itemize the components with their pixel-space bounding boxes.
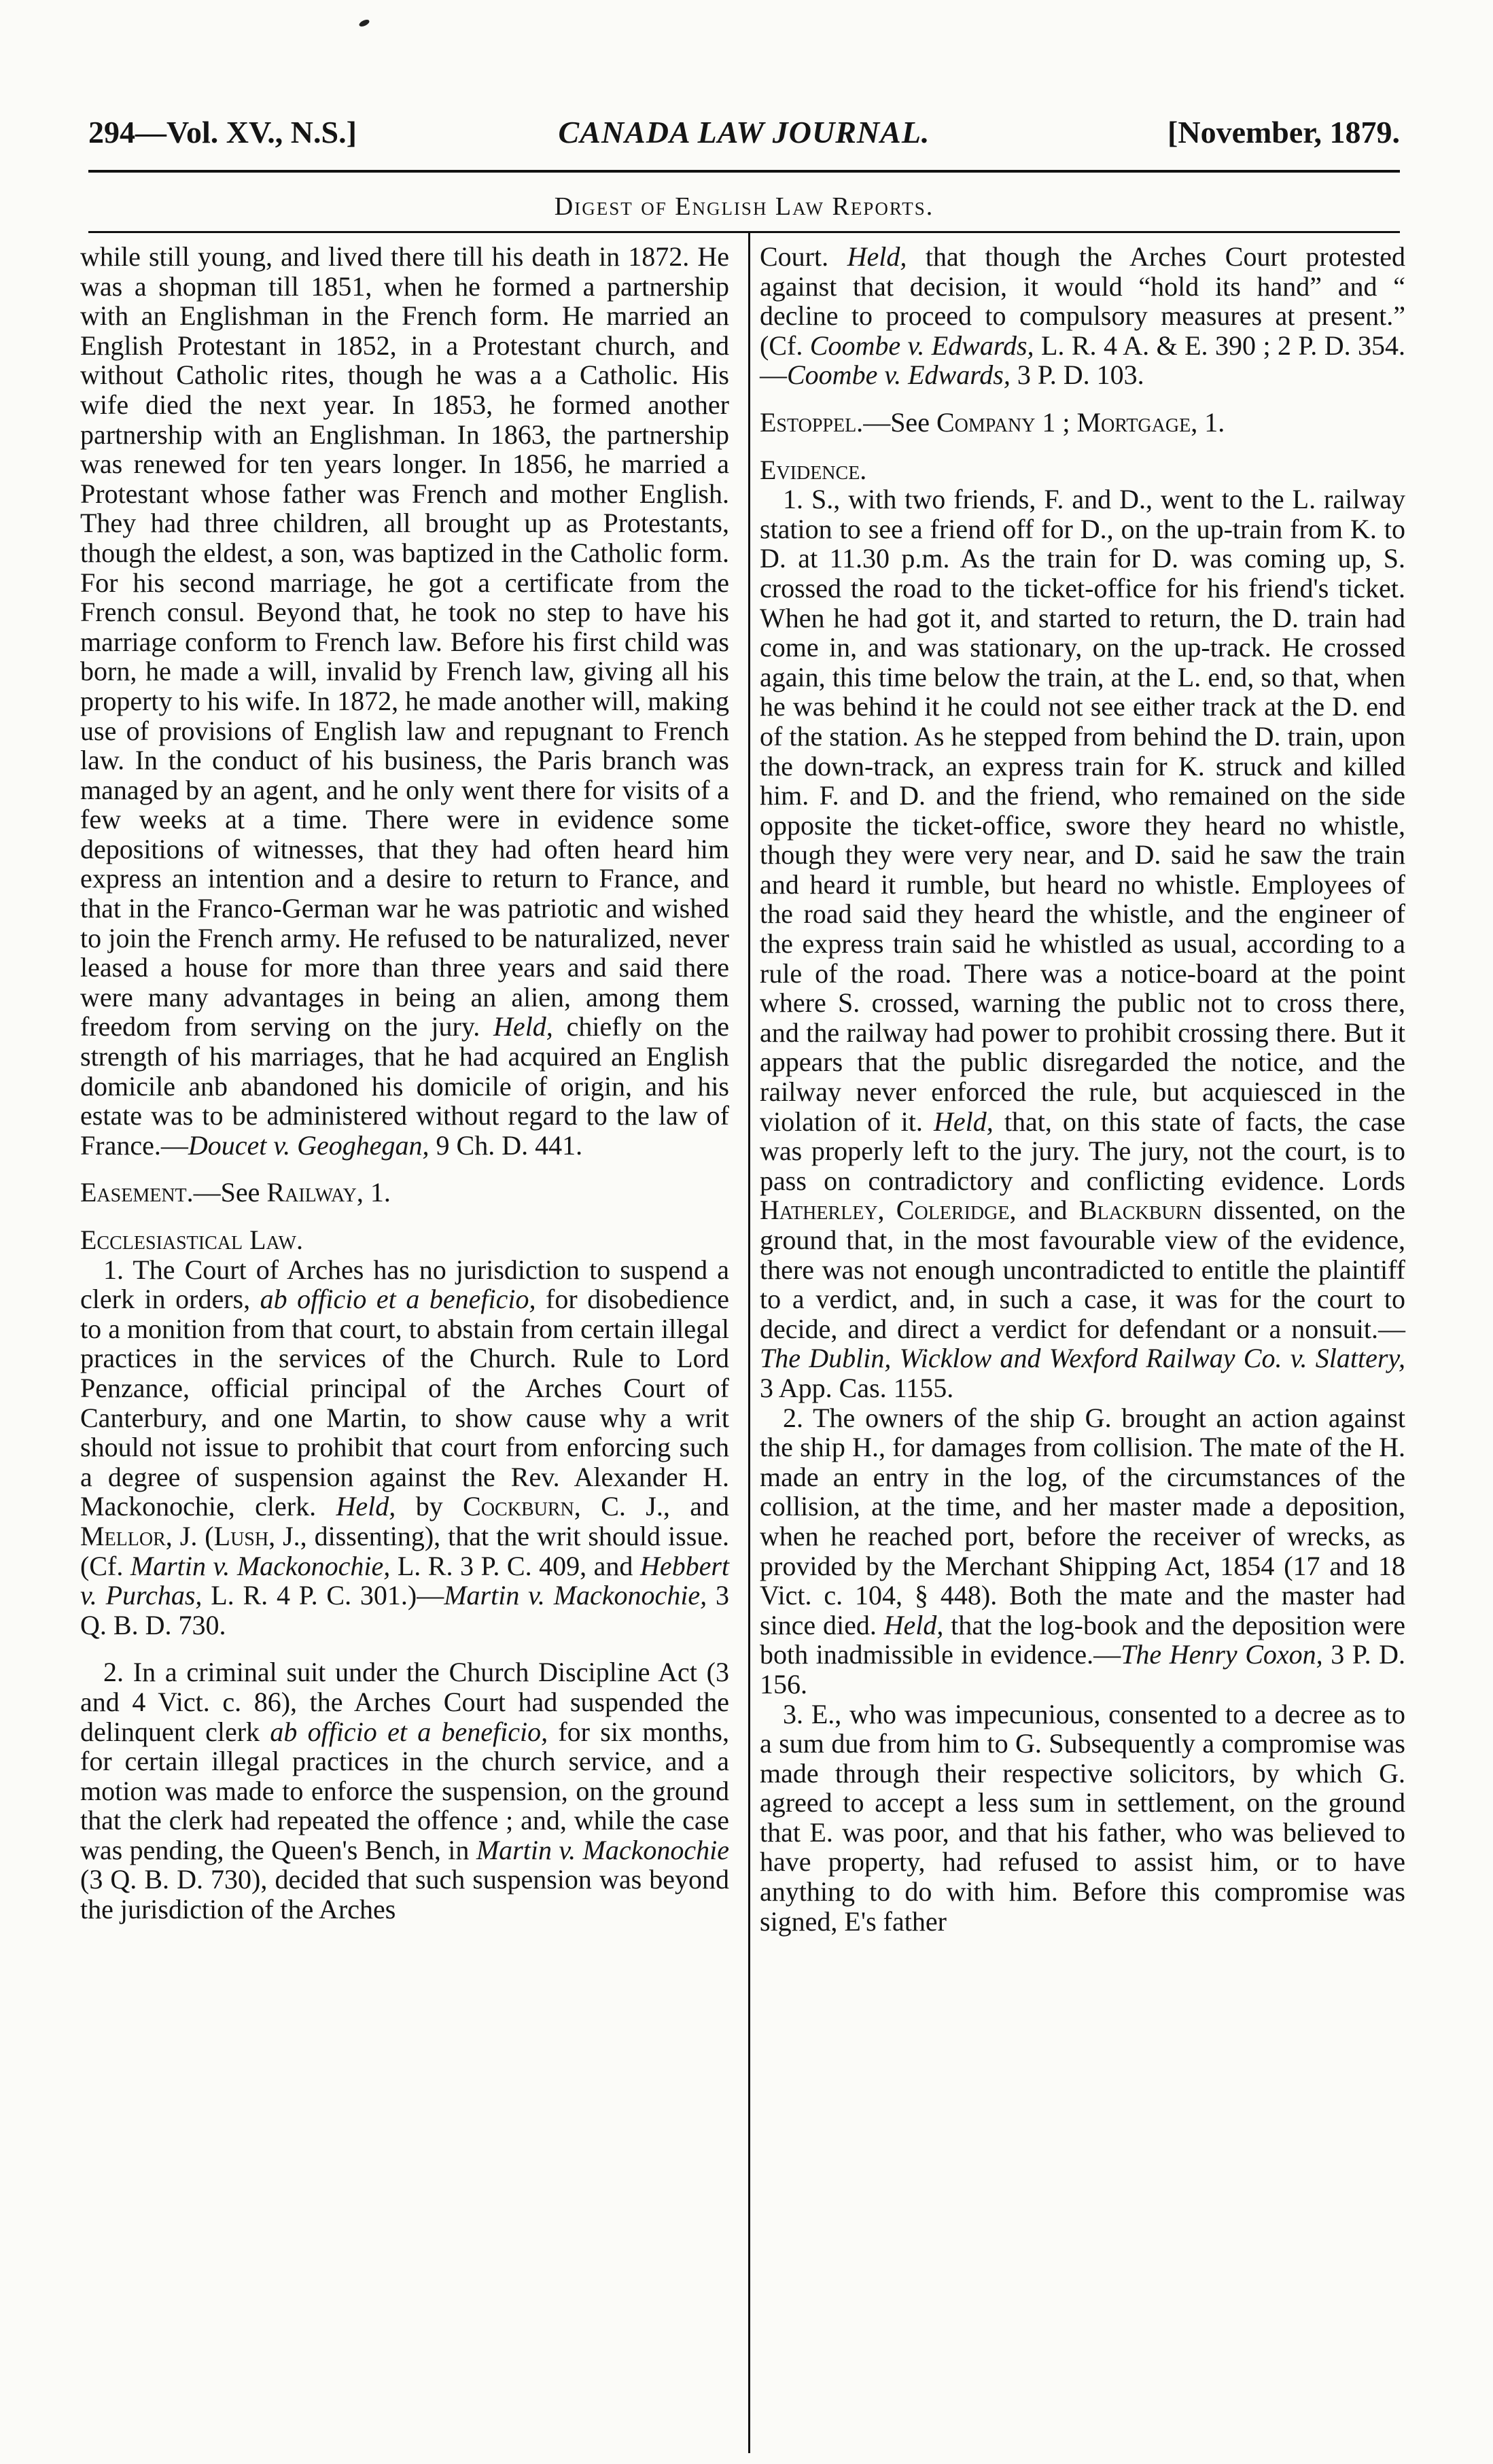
running-header: [88, 114, 1400, 169]
domicile-case-paragraph: while still young, and lived there till his death in 1872. He was a shopman till 1851, when he formed a partnership with an Englishman in the French form. He married an English Protestant in 1852, in a Protestant church, and without Catholic rites, though he was a a Catholic. His wife died the next year. In 1853, he formed another partnership with an Englishman. In 1863, the partnership was renewed for ten years longer. In 1856, he married a Protestant whose father was French and mother English. They had three children, all brought up as Protestants, though the eldest, a son, was baptized in the Catholic form. For his second marriage, he got a certificate from the French consul. Beyond that, he took no step to have his marriage conform to French law. Before his first child was born, he made a will, invalid by French law, giving all his property to his wife. In 1872, he made another will, making use of provisions of English law and repugnant to French law. In the conduct of his business, the Paris branch was managed by an agent, and he only went there for visits of a few weeks at a time. There were in evidence some depositions of witnesses, that they had often heard him express an intention and a desire to return to France, and that in the Franco-German war he was patriotic and wished to join the French army. He refused to be naturalized, never leased a house for more than three years and said there were many advantages in being an alien, among them freedom from serving on the jury. Held, chiefly on the strength of his marriages, that he had acquired an English domicile anb abandoned his domicile of origin, and his estate was to be administered without regard to the law of France.—Doucet v. Geoghegan, 9 Ch. D. 441.: [80, 241, 730, 1161]
estoppel-entry: Estoppel.—See Company 1 ; Mortgage, 1.: [760, 406, 1225, 438]
ecclesiastical-case-1: 1. The Court of Arches has no jurisdiction to suspend a clerk in orders, ab officio et a beneficio, for disobedience to a monition from that court, to abstain from certain illegal practices in the services of the Church. Rule to Lord Penzance, official principal of the Arches Court of Canterbury, and one Martin, to show cause why a writ should not issue to prohibit that court from enforcing such a degree of suspension against the Rev. Alexander H. Mackonochie, clerk. Held, by Cockburn, C. J., and Mellor, J. (Lush, J., dissenting), that the writ should issue. (Cf. Martin v. Mackonochie, L. R. 3 P. C. 409, and Hebbert v. Purchas, L. R. 4 P. C. 301.)—Martin v. Mackonochie, 3 Q. B. D. 730.: [80, 1254, 730, 1640]
page-number-volume: 294—Vol. XV., N.S.]: [88, 115, 357, 149]
section-title: Digest of English Law Reports.: [554, 192, 934, 221]
section-rule: [88, 231, 1400, 233]
easement-entry: Easement.—See Railway, 1.: [80, 1177, 391, 1208]
journal-title: CANADA LAW JOURNAL.: [558, 115, 930, 149]
ecclesiastical-case-2: 2. In a criminal suit under the Church Discipline Act (3 and 4 Vict. c. 86), the Arches Court had suspended the delinquent clerk ab officio et a beneficio, for six months, for certain illegal practices in the church service, and a motion was made to enforce the suspension, on the ground that the clerk had repeated the offence ; and, while the case was pending, the Queen's Bench, in Martin v. Mackonochie (3 Q. B. D. 730), decided that such suspension was beyond the jurisdiction of the Arches: [80, 1657, 729, 1925]
ecclesiastical-law-heading: Ecclesiastical Law.: [80, 1225, 303, 1255]
left-column: [80, 242, 729, 1924]
issue-date: [November, 1879.: [1167, 115, 1400, 149]
header-rule: [88, 170, 1400, 173]
evidence-case-3: 3. E., who was impecunious, consented to a decree as to a sum due from him to G. Subsequently a compromise was made through their respective solicitors, by which G. agreed to accept a less sum in settlement, on the ground that E. was poor, and that his father, who was believed to have property, had refused to assist him, or to have anything to do with him. Before this compromise was signed, E's father: [760, 1698, 1405, 1937]
evidence-case-1: 1. S., with two friends, F. and D., went to the L. railway station to see a friend off for D., on the up-train from K. to D. at 11.30 p.m. As the train for D. was coming up, S. crossed the road to the ticket-office for his friend's ticket. When he had got it, and started to return, the D. train had come in, and was stationary, on the up-track. He crossed again, this time below the train, at the L. end, so that, when he was behind it he could not see either track at the D. end of the station. As he stepped from behind the D. train, upon the down-track, an express train for K. struck and killed him. F. and D. and the friend, who remained on the side opposite the ticket-office, swore they heard no whistle, though they were very near, and D. said he saw the train and heard it rumble, but heard no whistle. Employees of the road said they heard the whistle, and the engineer of the express train said he whistled as usual, according to a rule of the road. There was a notice-board at the point where S. crossed, warning the public not to cross there, and the railway had power to prohibit crossing there. But it appears that the public disregarded the notice, and the railway never enforced the rule, but acquiesced in the violation of it. Held, that, on this state of facts, the case was properly left to the jury. The jury, not the court, is to pass on contradictory and conflicting evidence. Lords Hatherley, Coleridge, and Blackburn dissented, on the ground that, in the most favourable view of the evidence, there was not enough uncontradicted to entitle the plaintiff to a verdict, and, in such a case, it was for the court to decide, and direct a verdict for defendant or a nonsuit.—The Dublin, Wicklow and Wexford Railway Co. v. Slattery, 3 App. Cas. 1155.: [760, 484, 1406, 1403]
ecclesiastical-case-2-continued: Court. Held, that though the Arches Court protested against that decision, it would “hold its hand” and “ decline to proceed to compulsory measures at present.” (Cf. Coombe v. Edwards, L. R. 4 A. & E. 390 ; 2 P. D. 354. —Coombe v. Edwards, 3 P. D. 103.: [760, 241, 1406, 391]
ink-speck: [358, 18, 370, 28]
right-column: [760, 242, 1405, 1936]
evidence-case-2: 2. The owners of the ship G. brought an action against the ship H., for damages from collision. The mate of the H. made an entry in the log, of the circumstances of the collision, at the time, and her master made a deposition, when he reached port, before the receiver of wrecks, as provided by the Merchant Shipping Act, 1854 (17 and 18 Vict. c. 104, § 448). Both the mate and the master had since died. Held, that the log-book and the deposition were both inadmissible in evidence.—The Henry Coxon, 3 P. D. 156.: [760, 1402, 1405, 1700]
column-divider: [748, 231, 750, 2453]
evidence-heading: Evidence.: [760, 454, 867, 485]
